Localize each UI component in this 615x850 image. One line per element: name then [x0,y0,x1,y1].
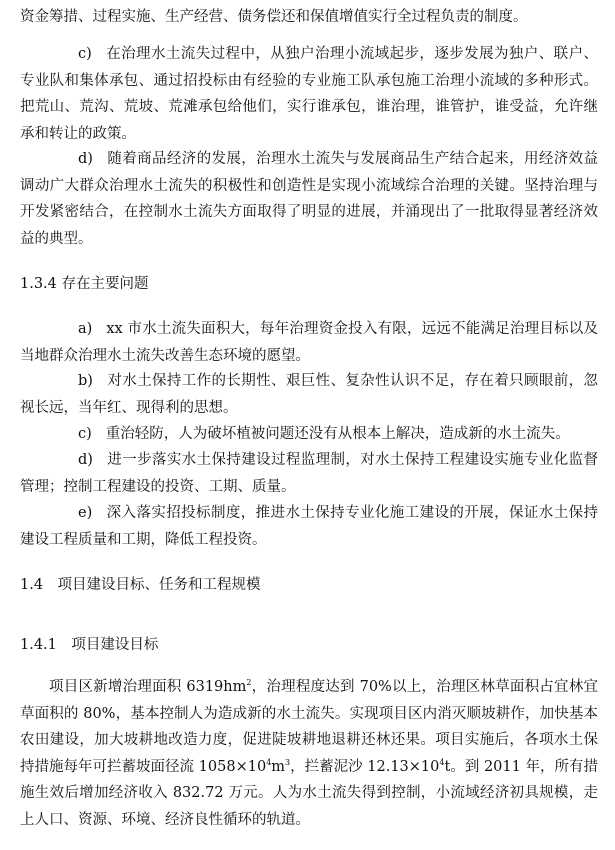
issue-item-e [20,500,598,553]
superscript: 4 [266,757,272,767]
superscript: 2 [246,678,252,688]
paragraph-text: 随着商品经济的发展，治理水土流失与发展商品生产结合起来，用经济效益调动广大群众治理水土流失的积极性和创造性是实现小流域综合治理的关键。坚持治理与开发紧密结合，在控制水土流失方面取得了明显的进展，并涌现出了一批取得显著经济效益的典型。 [20,151,598,247]
list-marker: c) [78,46,92,62]
list-marker: a) [78,321,93,337]
issue-text: 重治轻防，人为破坏植被问题还没有从根本上解决，造成新的水土流失。 [105,426,570,442]
list-marker: c) [78,426,92,442]
issue-text: xx 市水土流失面积大，每年治理资金投入有限，远远不能满足治理目标以及当地群众治理水土流失改善生态环境的愿望。 [20,321,598,364]
issue-item-b [20,368,598,421]
section-heading-1-3-4: 1.3.4 存在主要问题 [20,276,149,292]
paragraph-text: 资金筹措、过程实施、生产经营、债务偿还和保值增值实行全过程负责的制度。 [20,9,528,25]
issue-text: 进一步落实水土保持建设过程监理制，对水土保持工程建设实施专业化监督管理；控制工程建设的投资、工期、质量。 [20,452,598,495]
issue-item-c [20,421,598,448]
list-marker: d) [78,151,93,167]
issue-item-a [20,316,598,369]
goal-text: m [271,758,286,775]
list-marker: e) [78,505,93,521]
goal-text: ，拦蓄泥沙 12.13×10 [290,758,440,775]
goal-text: ，治理程度达到 70%以上，治理区林草面积占宜林宜草面积的 80%，基本控制人为造成新的水土流失。实现项目区内消灭顺坡耕作，加快基本农田建设，加大坡耕地改造力度，促进陡坡耕地退耕还林还果。项目实施后，各项水土保持措施每年可拦蓄坡面径流 1058×10 [20,679,598,775]
paragraph-d [20,146,598,252]
paragraph-continuation [20,4,598,31]
paragraph-c [20,41,598,147]
issue-text: 对水土保持工作的长期性、艰巨性、复杂性认识不足，存在着只顾眼前，忽视长远，当年红、现得利的思想。 [20,373,598,416]
list-marker: b) [78,373,93,389]
paragraph-text: 在治理水土流失过程中，从独户治理小流域起步，逐步发展为独户、联户、专业队和集体承包、通过招投标由有经验的专业施工队承包施工治理小流域的多种形式。把荒山、荒沟、荒坡、荒滩承包给他们，实行谁承包，谁治理，谁管护，谁受益，允许继承和转让的政策。 [20,46,598,142]
section-heading-1-4: 1.4 项目建设目标、任务和工程规模 [20,577,261,593]
section-heading-1-4-1: 1.4.1 项目建设目标 [20,637,159,653]
superscript: 4 [439,757,445,767]
superscript: 3 [285,757,291,767]
issue-item-d [20,447,598,500]
list-marker: d) [78,452,93,468]
issue-text: 深入落实招投标制度，推进水土保持专业化施工建设的开展，保证水土保持建设工程质量和工期，降低工程投资。 [20,505,598,548]
paragraph-project-goal [20,674,598,833]
goal-text: 项目区新增治理面积 6319hm [49,679,247,695]
goal-text: t。到 2011 年，所有措施生效后增加经济收入 832.72 万元。人为水土流失得到控制，小流域经济初具规模，走上人口、资源、环境、经济良性循环的轨道。 [20,758,598,828]
